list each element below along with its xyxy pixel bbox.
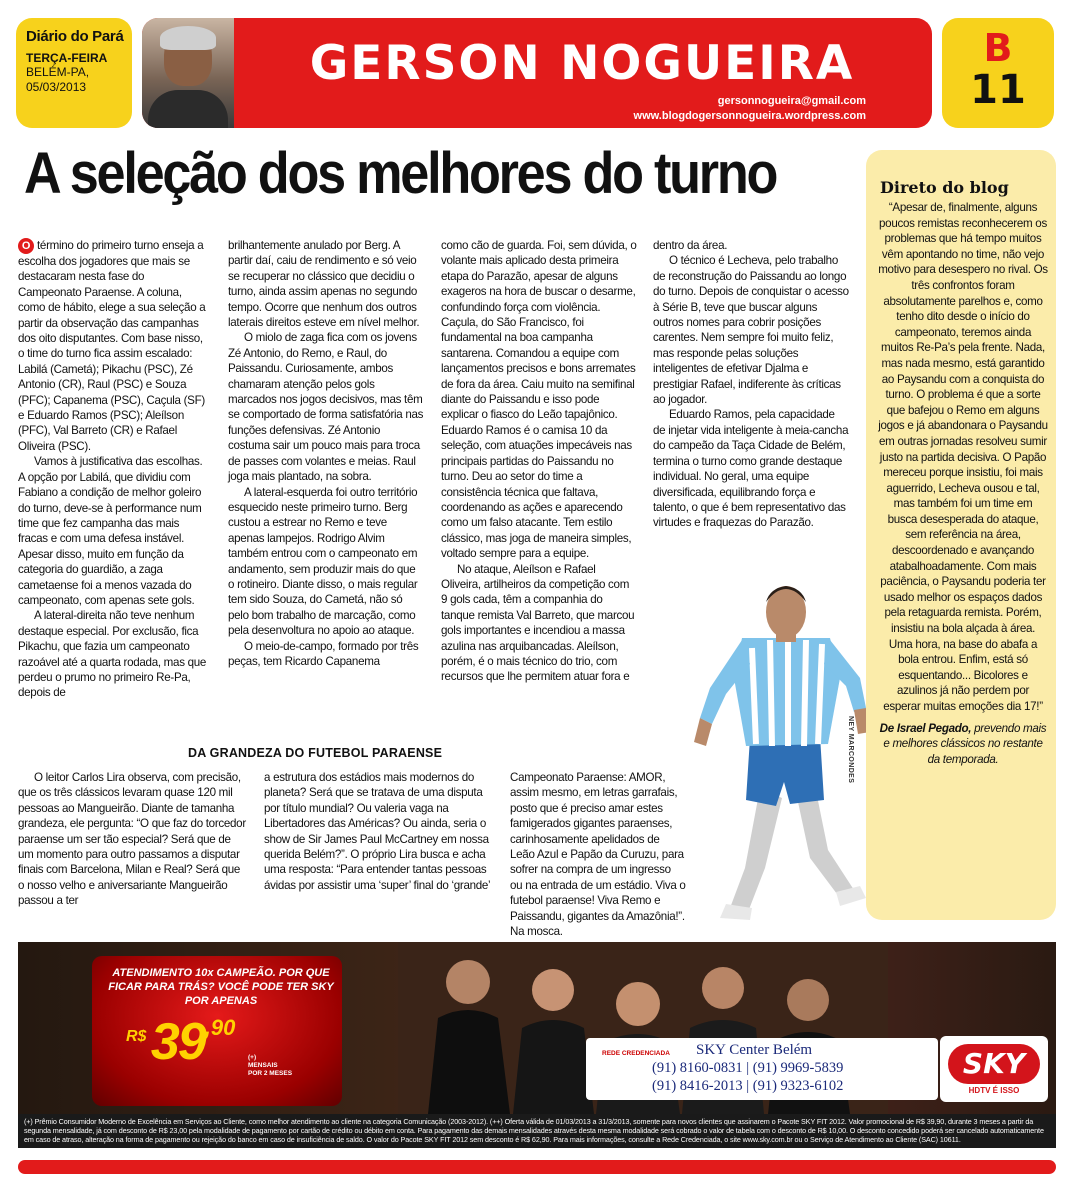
article-paragraph: dentro da área. xyxy=(653,239,728,252)
date: 05/03/2013 xyxy=(26,80,87,94)
article-column-1 xyxy=(18,238,210,701)
dealer-label: REDE CREDENCIADA xyxy=(602,1050,670,1057)
sidebar-author: De Israel Pegado, prevendo mais e melhores clássicos no restante da temporada. xyxy=(879,721,1047,766)
blog-sidebar xyxy=(866,150,1056,920)
subsection-paragraph: a estrutura dos estádios mais modernos do planeta? Será que se tratava de uma disputa por título mundial? Ou valeria vaga na Libertadores das Américas? Ou ainda, seria o show de Sir James Paul McCartney em nossa querida Belém?”. O próprio Lira busca e acha uma resposta: “Para entender tantas pessoas ávidas por assistir uma ‘super’ final do ‘grande’ xyxy=(264,771,491,892)
columnist-photo xyxy=(142,18,234,128)
ad-disclaimer: (+) Prêmio Consumidor Moderno de Excelência em Serviços ao Cliente, como melhor atendimento ao cliente na categoria Comunicação (2003-2012). (++) Oferta válida de 01/03/2013 a 31/3/2013, somente para novos clientes que assinarem o Pacote SKY FIT 2012. Valor promocional de R$ 39,90, durante 3 meses a partir da segunda mensalidade, já com desconto de R$ 23,00 pela modalidade de pagamento por cartão de crédito ou débito em conta. Para pagamento das demais mensalidades através desta mesma modalidade será cobrado o valor de tabela com o desconto de R$ 10,00. O desconto concedido poderá ser cancelado automaticamente em caso de atraso, alteração na forma de pagamento ou rejeição do banco em caso de insuficiência de saldo. O valor do Pacote SKY FIT 2012 sem desconto é R$ 62,90. Para mais informações, consulte a Rede Credenciada, o site www.sky.com.br ou o Serviço de Atendimento ao Cliente (SAC) 10611. xyxy=(18,1114,1056,1148)
article-paragraph: como cão de guarda. Foi, sem dúvida, o volante mais aplicado desta primeira etapa do Parazão, apesar de alguns exageros na hora de buscar o desarme, confundindo força com violência. Caçula, do São Francisco, foi fundamental na boa campanha santarena. Comandou a equipe com lançamentos precisos e bons arremates de fora da área. Caiu muito na semifinal diante do Paissandu e isso pode explicar o fiasco do Leão tapajônico. Eduardo Ramos é o camisa 10 da seleção, com atuações impecáveis nas principais partidas do Paissandu no turno. Deu ao setor do time a consistência técnica que faltava, coordenando as ações e aparecendo como um falso atacante. Tem estilo clássico, mas joga de maneira simples, voltado sempre para a equipe. xyxy=(441,239,637,561)
blog-link[interactable]: www.blogdogersonnogueira.wordpress.com xyxy=(633,110,866,122)
city: BELÉM-PA, xyxy=(26,65,90,79)
article-column-2 xyxy=(228,238,424,669)
ad-promo-text: ATENDIMENTO 10x CAMPEÃO. POR QUE FICAR PARA TRÁS? VOCÊ PODE TER SKY POR APENAS xyxy=(108,967,334,1007)
sky-tagline: HDTV É ISSO xyxy=(968,1086,1020,1095)
footer-bar xyxy=(18,1160,1056,1174)
dealer-name: SKY Center Belém xyxy=(696,1042,813,1058)
edition-box xyxy=(16,18,132,128)
column-banner xyxy=(142,18,932,128)
dealer-info xyxy=(586,1038,938,1100)
article-column-3 xyxy=(441,238,637,685)
headline xyxy=(24,140,780,207)
article-column-4 xyxy=(653,238,849,531)
email-link[interactable]: gersonnogueira@gmail.com xyxy=(717,95,866,107)
article-paragraph: Eduardo Ramos, pela capacidade de injetar vida inteligente à meia-cancha do campeão da Taça Cidade de Belém, termina o turno como grande destaque individual. No geral, uma equipe diversificada, equilibrando força e talento, o que é bem representativo das virtudes e fraquezas do Parazão. xyxy=(653,408,849,530)
subsection-paragraph: Campeonato Paraense: AMOR, assim mesmo, em letras garrafais, posto que é preciso amar estes famigerados gigantes paraenses, carinhosamente apelidados de Leão Azul e Papão da Curuzu, para sofrer na compra de um ingresso ou na entrada de um estádio. Viva o futebol paraense! Viva Remo e Paissandu, gigantes da Amazônia!”. Na mosca. xyxy=(510,771,686,939)
newspaper-name: Diário do Pará xyxy=(26,28,124,45)
dealer-phones: (91) 8160-0831 | (91) 9969-5839 xyxy=(652,1060,844,1076)
columnist-name: GERSON NOGUEIRA xyxy=(309,36,855,91)
subsection-column-2 xyxy=(264,770,492,893)
dealer-phones: (91) 8416-2013 | (91) 9323-6102 xyxy=(652,1078,844,1094)
sidebar-quote: “Apesar de, finalmente, alguns poucos remistas reconhecerem os problemas que há tempo muitos vêm apontando no time, não vejo motivo para desespero no rival. Os três confrontos foram absolutamente parelhos e, como tenho dito desde o início do campeonato, teremos ainda muitos Re-Pa’s pela frente. Nada, mas nada mesmo, está garantido ao Paysandu com a conquista do turno. O problema é que a sorte que bafejou o Remo em alguns jogos e já abandonara o Paysandu em outras jornadas resolveu sumir justo na partida decisiva. O Papão mereceu porque insistiu, foi mais aguerrido, Lecheva ousou e tal, mas também foi um time em busca desesperada do ataque, sem referência na área, descoordenado e avançando atabalhoadamente. Com mais paciência, o Paysandu poderia ter usado melhor os espaços dados pela retaguarda remista. Porém, insistiu na bola alçada à área. Uma hora, na base do abafa a bola entrou. Enfim, está só esquentando... Bicolores e azulinos já não perdem por esperar muitas emoções dia 17!” De Israel Pegado, prevendo mais e melhores clássicos no restante da temporada. xyxy=(878,201,1048,766)
ad-price: R$ 39,90 xyxy=(126,1013,236,1071)
headline-part2: do turno xyxy=(570,141,777,206)
article-paragraph: O miolo de zaga fica com os jovens Zé Antonio, do Remo, e Raul, do Paissandu. Curiosamente, ambos chamaram atenção pelos gols marcados nos jogos decisivos, mas têm se comportado de forma satisfatória nas funções defensivas. Zé Antonio costuma sair um pouco mais para troca de passes com volantes e meias. Raul joga mais plantado, na sobra. xyxy=(228,331,424,484)
contact-info xyxy=(634,94,866,124)
article-paragraph: O meio-de-campo, formado por três peças, tem Ricardo Capanema xyxy=(228,639,419,668)
photo-credit: NEY MARCONDES xyxy=(847,716,854,784)
page-marker xyxy=(942,18,1054,128)
sky-logo: SKY xyxy=(948,1044,1040,1084)
page-number: 11 xyxy=(970,67,1026,113)
article-paragraph: A lateral-esquerda foi outro território esquecido neste primeiro turno. Berg custou a estrear no Remo e teve apenas lampejos. Rodrigo Alvim também entrou com o campeonato em andamento, sem produzir mais do que o rotineiro. Diante disso, o mais regular tem sido Souza, do Cametá, não só pelo bom trabalho de marcação, como pela desenvoltura no apoio ao ataque. xyxy=(228,485,418,638)
sidebar-title: Direto do blog xyxy=(880,178,1009,197)
subsection-column-3 xyxy=(510,770,686,939)
headline-bold: melhores xyxy=(356,141,571,206)
article-paragraph: O técnico é Lecheva, pelo trabalho de reconstrução do Paissandu ao longo do turno. Depois de conquistar o acesso à Série B, teve que buscar alguns outros nomes para cobrir posições carentes. Nem sempre foi muito feliz, mas responde pelas soluções inteligentes de efetivar Djalma e prestigiar Rafael, indiferente às críticas ao jogador. xyxy=(653,254,849,407)
article-paragraph: O término do primeiro turno enseja a escolha dos jogadores que mais se destacaram nesta fase do Campeonato Paraense. A coluna, como de hábito, elege a sua seleção a partir da observação das campanhas dos oito disputantes. Com base nisso, o time do turno fica assim escalado: Labilá (Cametá); Pikachu (PSC), Zé Antonio (CR), Raul (PSC) e Souza (PFC); Capanema (PSC), Caçula (SF) e Eduardo Ramos (PSC); Aleílson (PFC), Val Barreto (CR) e Rafael Oliveira (PSC). xyxy=(18,239,206,453)
ad-price-terms: (+) MENSAIS POR 2 MESES xyxy=(248,1054,293,1077)
article-paragraph: A lateral-direita não teve nenhum destaque especial. Por exclusão, fica Pikachu, que fazia um campeonato razoável até a quarta rodada, mas que perdeu o prumo no primeiro Re-Pa, depois de xyxy=(18,609,207,700)
sky-advertisement[interactable] xyxy=(18,942,1056,1114)
subsection-column-1 xyxy=(18,770,246,909)
headline-part1: A seleção dos xyxy=(24,141,357,206)
article-paragraph: Vamos à justificativa das escolhas. A opção por Labilá, que dividiu com Fabiano a condição de melhor goleiro do turno, deve-se à performance num time que fez campanha das mais fracas e com uma defesa instável. Apesar disso, muito em função da categoria do guardião, a zaga cametaense foi a menos vazada do campeonato, com apenas sete gols. xyxy=(18,455,203,607)
sky-logo-box xyxy=(940,1036,1048,1102)
dropcap: O xyxy=(18,238,34,254)
article-paragraph: No ataque, Aleílson e Rafael Oliveira, artilheiros da competição com 9 gols cada, têm a companhia do tanque remista Val Barreto, que marcou gols importantes e incendiou a massa azulina nas arquibancadas. Aleílson, porém, é o mais técnico do trio, com recursos que lhe permitem atuar fora e xyxy=(441,562,635,684)
section-letter: B xyxy=(983,26,1013,70)
subsection-title: DA GRANDEZA DO FUTEBOL PARAENSE xyxy=(188,746,443,760)
subsection-paragraph: O leitor Carlos Lira observa, com precisão, que os três clássicos levaram quase 120 mil pessoas ao Mangueirão. Diante de tamanha grandeza, ele pergunta: “O que faz do torcedor paraense um ser tão especial? Será que de um momento para outro passamos a disputar finais com Barcelona, Milan e Real? Será que o nosso velho e aniversariante Mangueirão passou a ter xyxy=(18,771,246,908)
weekday: TERÇA-FEIRA xyxy=(26,51,108,65)
article-paragraph: brilhantemente anulado por Berg. A partir daí, caiu de rendimento e só veio se recuperar no clássico que decidiu o turno, ainda assim apenas no segundo tempo. Ocorre que nenhum dos outros laterais direitos esteve em nível melhor. xyxy=(228,239,420,330)
